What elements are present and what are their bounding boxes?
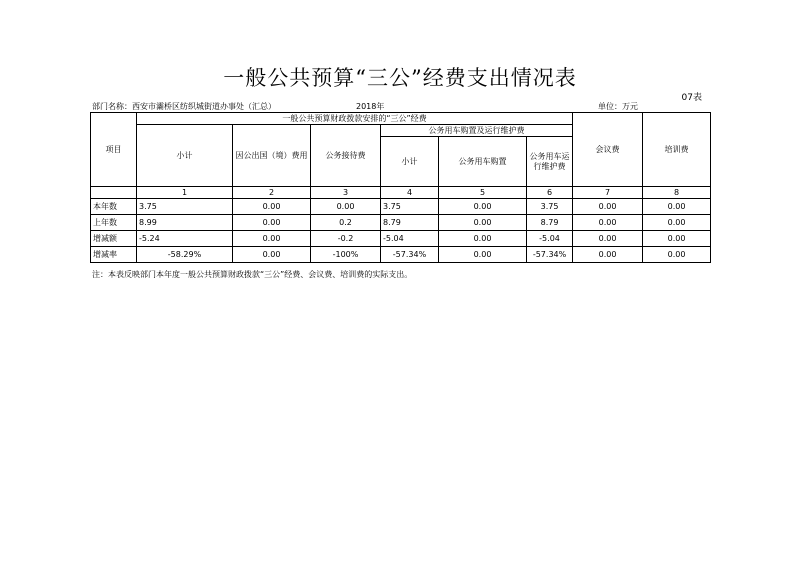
row-label: 上年数	[91, 215, 137, 231]
table-cell: 0.00	[643, 231, 711, 247]
table-cell: 3.75	[381, 199, 439, 215]
table-cell: -100%	[311, 247, 381, 263]
column-number-row	[91, 187, 711, 199]
table-cell: 0.00	[233, 247, 311, 263]
table-cell: 0.00	[311, 199, 381, 215]
report-year: 2018年	[356, 102, 385, 111]
table-cell: -0.2	[311, 231, 381, 247]
header-abroad: 因公出国（境）费用	[233, 125, 311, 187]
table-cell: -5.04	[527, 231, 573, 247]
header-training: 培训费	[643, 113, 711, 187]
header-vehicle-operation: 公务用车运行维护费	[527, 137, 573, 187]
table-row	[91, 247, 711, 263]
row-label: 增减额	[91, 231, 137, 247]
header-group-vehicle: 公务用车购置及运行维护费	[381, 125, 573, 137]
table-cell: 8.79	[527, 215, 573, 231]
column-number: 7	[573, 187, 643, 199]
column-number-blank	[91, 187, 137, 199]
table-cell: 3.75	[137, 199, 233, 215]
table-row	[91, 231, 711, 247]
table-cell: -5.24	[137, 231, 233, 247]
header-meeting: 会议费	[573, 113, 643, 187]
table-cell: 0.00	[573, 231, 643, 247]
header-subtotal: 小计	[137, 125, 233, 187]
table-cell: 0.00	[643, 247, 711, 263]
department-name: 部门名称：西安市灞桥区纺织城街道办事处（汇总）	[92, 102, 276, 111]
table-cell: 0.00	[643, 215, 711, 231]
table-cell: 8.99	[137, 215, 233, 231]
page-title: 一般公共预算“三公”经费支出情况表	[223, 66, 577, 90]
header-group-general: 一般公共预算财政拨款安排的“三公”经费	[137, 113, 573, 125]
table-cell: 0.00	[233, 215, 311, 231]
table-cell: 0.00	[573, 215, 643, 231]
table-cell: 0.00	[233, 231, 311, 247]
table-cell: 0.00	[439, 199, 527, 215]
table-row	[91, 215, 711, 231]
table-cell: 0.2	[311, 215, 381, 231]
table-cell: 0.00	[439, 215, 527, 231]
unit-label: 单位：万元	[598, 102, 638, 111]
table-cell: -58.29%	[137, 247, 233, 263]
header-reception: 公务接待费	[311, 125, 381, 187]
table-cell: -57.34%	[381, 247, 439, 263]
expense-table	[90, 112, 711, 263]
table-cell: 0.00	[573, 247, 643, 263]
table-cell: 0.00	[573, 199, 643, 215]
column-number: 5	[439, 187, 527, 199]
row-label: 增减率	[91, 247, 137, 263]
table-cell: 0.00	[643, 199, 711, 215]
column-number: 2	[233, 187, 311, 199]
header-item: 项目	[91, 113, 137, 187]
header-vehicle-purchase: 公务用车购置	[439, 137, 527, 187]
table-cell: 0.00	[233, 199, 311, 215]
column-number: 8	[643, 187, 711, 199]
table-cell: 0.00	[439, 247, 527, 263]
table-number: 07表	[681, 93, 702, 103]
row-label: 本年数	[91, 199, 137, 215]
table-cell: -5.04	[381, 231, 439, 247]
header-vehicle-subtotal: 小计	[381, 137, 439, 187]
table-cell: 3.75	[527, 199, 573, 215]
column-number: 6	[527, 187, 573, 199]
table-cell: -57.34%	[527, 247, 573, 263]
footnote: 注：本表反映部门本年度一般公共预算财政拨款“三公”经费、会议费、培训费的实际支出。	[92, 270, 413, 279]
table-cell: 8.79	[381, 215, 439, 231]
column-number: 4	[381, 187, 439, 199]
column-number: 3	[311, 187, 381, 199]
table-cell: 0.00	[439, 231, 527, 247]
table-row	[91, 199, 711, 215]
column-number: 1	[137, 187, 233, 199]
